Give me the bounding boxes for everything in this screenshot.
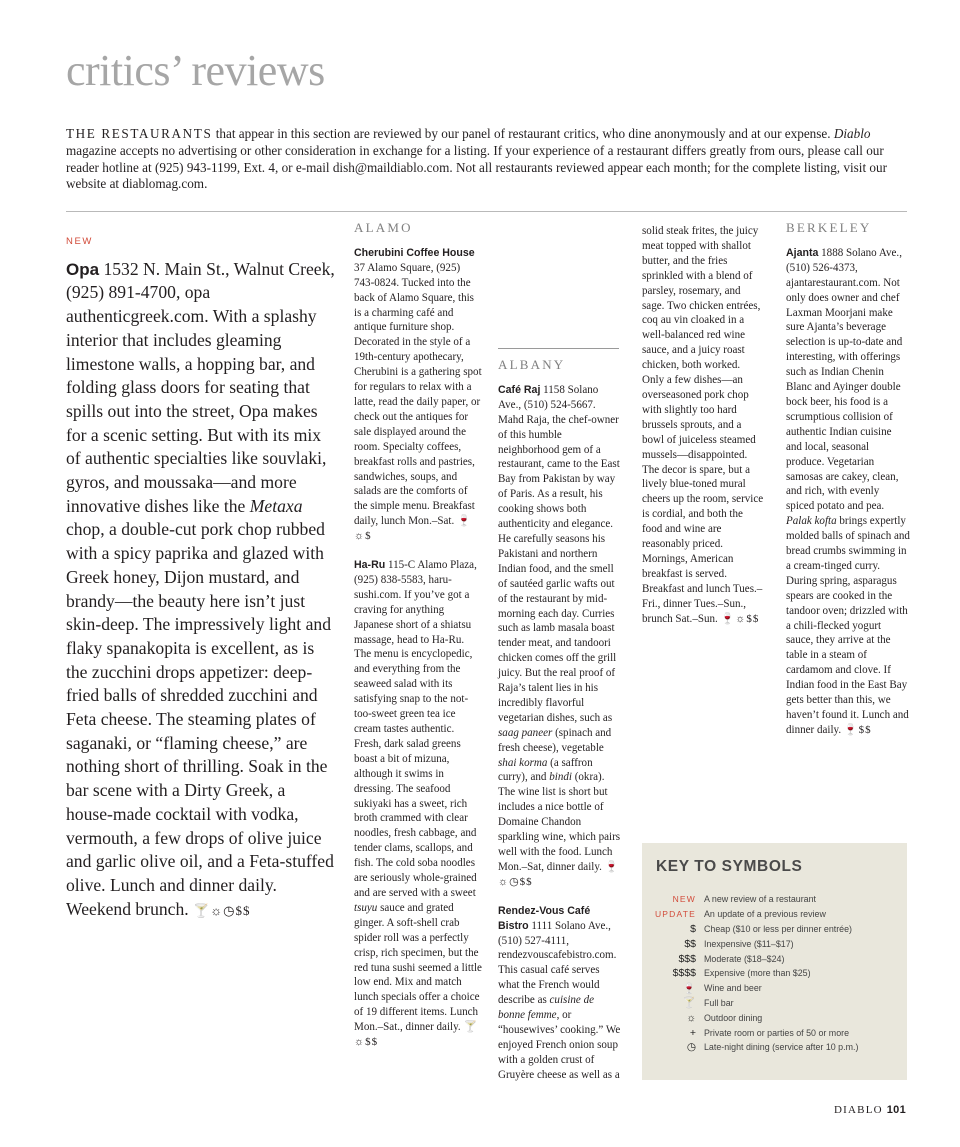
restaurant-name: Ajanta — [786, 246, 819, 259]
intro-text-2: magazine accepts no advertising or other consideration in exchange for a listing. If your experience of a restaurant differs greatly from ours, please call our reader hotline at (925) 943-1199, Ext. 4, or e-mail dish@maildiablo.com. Not all restaurants reviewed appear each month; for the complete listing, visit our website at diablomag.com. — [66, 142, 887, 192]
price-symbols: 🍷☼$ — [354, 515, 472, 543]
key-item — [652, 936, 902, 951]
cocktail-glass-icon: 🍸 — [682, 997, 696, 1010]
price-symbols: 🍸☼$$ — [354, 1021, 479, 1049]
review-text: 115-C Alamo Plaza, (925) 838-5583, haru-sushi.com. If you’ve got a craving for anything Japanese short of a shiatsu massage, head to Ha-Ru. The menu is encyclopedic, and everything from the seaweed salad with its satisfying snap to the not-too-sweet green tea ice cream tastes authentic. Fresh, dark salad greens boast a bit of mizuna, although it swims in dressing. The seafood sukiyaki has a sweet, rich broth crammed with clear noodles, fresh cabbage, and tender clams, scallops, and fish. The cold soba noodles are seriously whole-grained and are served with a sweet — [354, 559, 477, 899]
review-text: , or “housewives’ cooking.” We enjoyed French onion soup with a golden crust of Gruyère cheese as well as a — [498, 1009, 621, 1081]
review-italic: saag paneer — [498, 726, 553, 739]
review-rendez-vous-continued — [642, 224, 764, 626]
key-item — [652, 922, 902, 937]
key-item — [652, 951, 902, 966]
review-text: solid steak frites, the juicy meat topped with shallot butter, and the fries sprinkled with a blend of parsley, rosemary, and sage. Two chicken entrées, coq au vin cloaked in a well-balanced red wine sauce, and a juicy roast chicken, both worked. Only a few dishes—an overseasoned pork chop with slightly too hard brussels sprouts, and a bowl of juiceless steamed mussels—disappointed. The decor is spare, but a lively blue-toned mural cheers up the room, service is cordial, and both the food and wine are reasonably priced. Mornings, American breakfast is served. Breakfast and lunch Tues.–Fri., dinner Tues.–Sun., brunch Sat.–Sun. — [642, 225, 764, 625]
key-description: An update of a previous review — [704, 909, 826, 920]
sun-icon: ☼ — [686, 1011, 696, 1024]
key-item — [652, 981, 902, 996]
restaurant-name: Café Raj — [498, 383, 541, 396]
review-italic: cuisine de bonne femme — [498, 994, 595, 1022]
intro-lead: THE RESTAURANTS — [66, 126, 213, 141]
key-description: Cheap ($10 or less per dinner entrée) — [704, 923, 853, 934]
key-item — [652, 1025, 902, 1040]
key-item — [652, 907, 902, 922]
city-heading-albany: ALBANY — [498, 357, 566, 372]
intro-text-1: that appear in this section are reviewed by our panel of restaurant critics, who dine anonymously and at our expense. — [212, 126, 834, 141]
restaurant-name: Ha-Ru — [354, 559, 386, 572]
key-symbol: UPDATE — [654, 909, 696, 920]
review-cherubini — [354, 246, 482, 544]
key-symbol: $$$ — [678, 952, 696, 965]
page-title: critics’ reviews — [66, 46, 325, 95]
review-text: (spinach and fresh cheese), vegetable — [498, 726, 612, 754]
plus-icon: + — [689, 1026, 696, 1039]
key-title: KEY TO SYMBOLS — [656, 858, 803, 875]
restaurant-name: Cherubini Coffee House — [354, 246, 475, 259]
city-heading-berkeley: BERKELEY — [786, 220, 872, 235]
key-list — [652, 892, 902, 1055]
column-albany-continued — [642, 224, 764, 626]
key-description: Wine and beer — [704, 983, 762, 994]
review-text: (okra). The wine list is short but includes a nice bottle of Domaine Chandon sparkling wine, which pairs well with the food. Lunch Mon.–Sat, dinner daily. — [498, 771, 621, 873]
review-italic: shai korma — [498, 756, 548, 769]
review-text: chop, a double-cut pork chop rubbed with a spicy paprika and glazed with Greek honey, Dijon mustard, and brandy—the beauty here isn’t just skin-deep. The impressively light and flaky spanakopita is excellent, as is the zucchini drops appetizer: deep-fried balls of shredded zucchini and Feta cheese. The steaming plates of saganaki, or “flaming cheese,” are nothing short of thrilling. Soak in the bar scene with a Dirty Greek, a house-made cocktail with vodka, vermouth, a few drops of olive juice and garlic olive oil, and a Feta-stuffed olive. Lunch and dinner daily. Weekend brunch. — [66, 519, 334, 919]
review-italic: Metaxa — [249, 495, 303, 516]
key-item — [652, 966, 902, 981]
key-description: Full bar — [704, 997, 734, 1008]
key-description: Private room or parties of 50 or more — [704, 1027, 850, 1038]
page-number: 101 — [886, 1104, 906, 1116]
price-symbols: 🍸☼◷$$ — [193, 902, 251, 918]
city-heading-alamo: ALAMO — [354, 220, 413, 235]
top-divider — [66, 211, 907, 212]
review-text: brings expertly molded balls of spinach and bread crumbs swimming in a cream-tinged curry. During spring, asparagus spears are cooked in the tandoor oven; drizzled with a chili-flecked yogurt sauce, they arrive at the table in a steam of cardamom and clove. If Indian food in the East Bay gets better than this, we haven’t found it. Lunch and dinner daily. — [786, 515, 910, 736]
intro-magazine-name: Diablo — [833, 126, 871, 141]
key-symbol: $$ — [684, 937, 696, 950]
review-text: 1111 Solano Ave., (510) 527-4111, rendezvouscafebistro.com. This casual café serves what the French would describe as — [498, 919, 617, 1007]
review-rendez-vous — [498, 904, 622, 1083]
key-item — [652, 1040, 902, 1055]
review-italic: Palak kofta — [786, 515, 837, 528]
restaurant-name: Rendez-Vous Café Bistro — [498, 904, 591, 932]
price-symbols: 🍷☼$$ — [720, 612, 760, 625]
column-berkeley — [786, 221, 910, 738]
review-ajanta — [786, 246, 910, 738]
page-footer — [834, 1104, 906, 1116]
column-alamo — [354, 221, 482, 1050]
price-symbols: 🍷☼◷$$ — [498, 860, 620, 888]
review-text: 1888 Solano Ave., (510) 526-4373, ajantarestaurant.com. Not only does owner and chef Laxman Moorjani make sure Ajanta’s beverage selection is up-to-date and interesting, with offerings such as Indian Chenin Blanc and Ayinger double bock beer, his food is a scrumptious collision of authentic Indian cuisine and local, seasonal produce. Vegetarian samosas are cakey, clean, and rich, with evenly spiced potato and pea. — [786, 246, 903, 513]
review-haru — [354, 558, 482, 1050]
wine-glass-icon: 🍷 — [682, 982, 696, 995]
key-symbol: NEW — [672, 894, 696, 905]
clock-icon: ◷ — [686, 1041, 696, 1054]
column-albany — [498, 224, 622, 1083]
review-cafe-raj — [498, 383, 622, 890]
new-badge: NEW — [66, 236, 93, 247]
key-item — [652, 892, 902, 907]
review-italic: bindi — [549, 771, 572, 784]
key-description: Late-night dining (service after 10 p.m.) — [704, 1042, 859, 1053]
key-description: A new review of a restaurant — [704, 894, 816, 905]
key-symbol: $$$$ — [672, 967, 696, 980]
key-item — [652, 996, 902, 1011]
intro-paragraph — [66, 126, 916, 193]
review-text: 1532 N. Main St., Walnut Creek, (925) 891-4700, opa authenticgreek.com. With a splashy interior that includes gleaming limestone walls, a hopping bar, and folding glass doors for seating that spills out into the street, Opa makes for a scenic setting. But with its mix of authentic specialties like souvlaki, gyros, and moussaka—and more innovative dishes like the — [66, 258, 335, 516]
key-description: Inexpensive ($11–$17) — [704, 938, 794, 949]
review-text: sauce and grated ginger. A soft-shell crab spider roll was a perfectly crisp, rich specimen, but the red tuna sushi seemed a little low end. Mix and match lunch specials offer a choice of 19 different items. Lunch Mon.–Sat., dinner daily. — [354, 901, 482, 1034]
key-description: Expensive (more than $25) — [704, 968, 811, 979]
price-symbols: 🍷$$ — [843, 723, 872, 736]
key-item — [652, 1010, 902, 1025]
review-text: 1158 Solano Ave., (510) 524-5667. Mahd Raja, the chef-owner of this humble neighborhood gem of a restaurant, came to the East Bay from Pakistan by way of Paris. As a result, his cooking shows both authenticity and elegance. He carefully seasons his Pakistani and northern Indian food, and the smell of sautéed garlic wafts out of the restaurant by mid-morning each day. Curries such as lamb masala boast tender meat, and tandoori chicken comes off the grill juicy. But the real proof of Raja’s talent lies in his incredibly flavorful vegetarian dishes, such as — [498, 383, 620, 724]
key-symbol: $ — [690, 922, 696, 935]
review-italic: tsuyu — [354, 901, 378, 914]
review-opa — [66, 230, 336, 922]
key-description: Outdoor dining — [704, 1012, 763, 1023]
magazine-name: DIABLO — [834, 1104, 883, 1116]
restaurant-name: Opa — [66, 259, 100, 279]
key-description: Moderate ($18–$24) — [704, 953, 785, 964]
review-text: 37 Alamo Square, (925) 743-0824. Tucked into the back of Alamo Square, this is a charming café and antique furniture shop. Decorated in the style of a 19th-century apothecary, Cherubini is a gathering spot for regulars to relax with a latte, read the daily paper, or check out the antiques for sale displayed around the room. Specialty coffees, breakfast rolls and pastries, sandwiches, soups, and salads are the comforts of the simple menu. Breakfast daily, lunch Mon.–Sat. — [354, 261, 482, 528]
review-text: (a saffron curry), and — [498, 756, 593, 784]
